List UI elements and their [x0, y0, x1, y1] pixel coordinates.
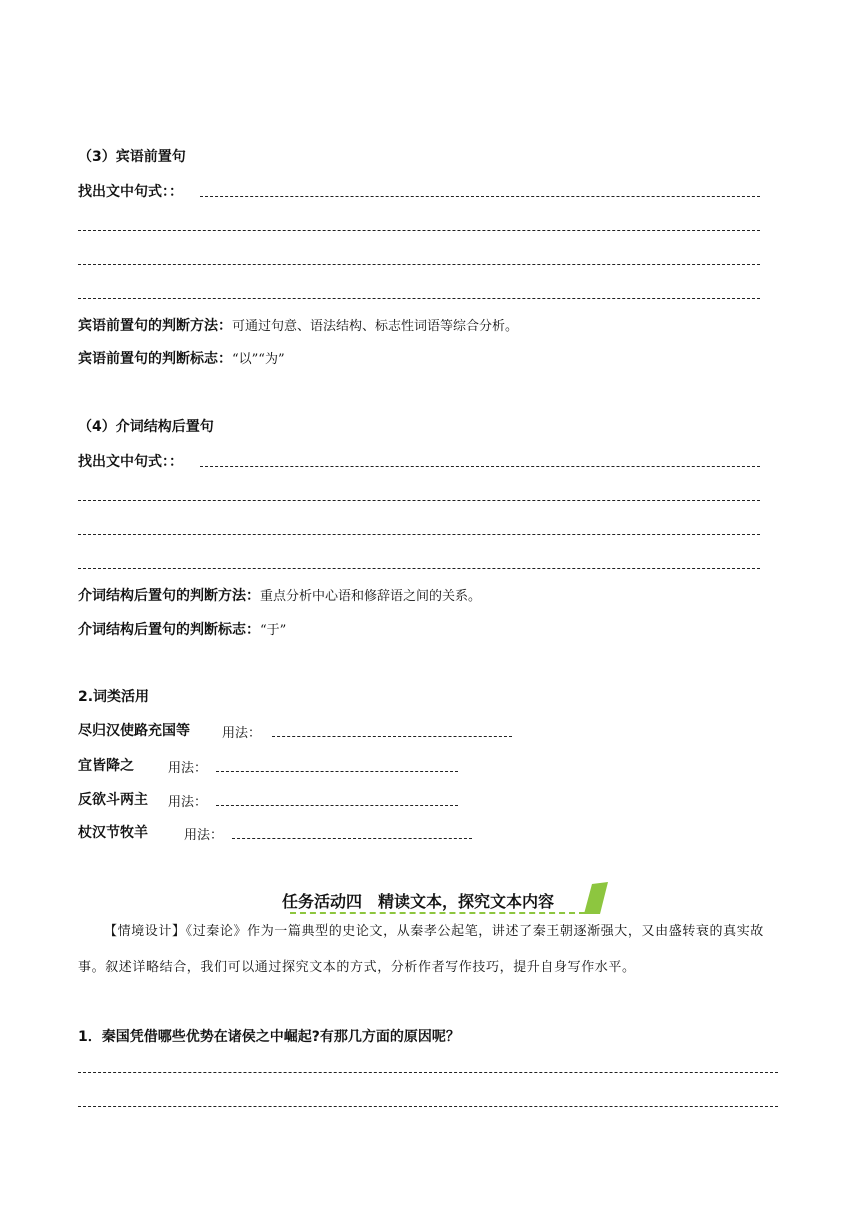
question-1: 1．秦国凭借哪些优势在诸侯之中崛起?有那几方面的原因呢？	[78, 1029, 460, 1045]
phrase-item: 尽归汉使路充国等	[78, 723, 190, 739]
marker-text: “于”	[260, 623, 287, 638]
phrase-item: 杖汉节牧羊	[78, 825, 148, 841]
method-row	[78, 585, 481, 605]
phrase-item: 宜皆降之	[78, 758, 134, 774]
answer-line[interactable]	[78, 1072, 778, 1073]
find-sentence-label: 找出文中句式：：	[78, 184, 183, 200]
answer-line[interactable]	[200, 196, 760, 197]
answer-line[interactable]	[78, 500, 760, 501]
usage-answer-line[interactable]	[216, 805, 458, 806]
marker-text: “以”“为”	[232, 352, 285, 367]
intro-text: 《过秦论》作为一篇典型的史论文，从秦孝公起笔，讲述了秦王朝逐渐强大，又由盛转衰的真实故事。叙述详略结合，我们可以通过探究文本的方式，分析作者写作技巧，提升自身写作水平。	[78, 924, 764, 975]
phrase-item: 反欲斗两主	[78, 792, 148, 808]
marker-row	[78, 619, 286, 639]
method-label: 宾语前置句的判断方法：	[78, 318, 232, 334]
intro-label: 【情境设计】	[104, 924, 186, 939]
answer-line[interactable]	[200, 466, 760, 467]
answer-line[interactable]	[78, 264, 760, 265]
marker-label: 宾语前置句的判断标志：	[78, 351, 232, 367]
find-sentence-label: 找出文中句式：：	[78, 454, 183, 470]
answer-line[interactable]	[78, 534, 760, 535]
usage-label: 用法：	[184, 828, 224, 843]
answer-line[interactable]	[78, 298, 760, 299]
answer-line[interactable]	[78, 230, 760, 231]
usage-answer-line[interactable]	[216, 771, 458, 772]
section-heading-prepositional-postposing: （4）介词结构后置句	[78, 419, 214, 435]
method-label: 介词结构后置句的判断方法：	[78, 588, 260, 604]
method-row	[78, 315, 518, 335]
usage-answer-line[interactable]	[232, 838, 472, 839]
intro-paragraph	[78, 914, 768, 986]
method-text: 可通过句意、语法结构、标志性词语等综合分析。	[232, 319, 519, 334]
usage-label: 用法：	[222, 726, 262, 741]
marker-row	[78, 348, 285, 368]
usage-label: 用法：	[168, 761, 208, 776]
section-heading-word-class: 2.词类活用	[78, 689, 150, 705]
answer-line[interactable]	[78, 568, 760, 569]
task-title: 任务活动四 精读文本，探究文本内容	[282, 892, 555, 911]
method-text: 重点分析中心语和修辞语之间的关系。	[260, 589, 482, 604]
usage-label: 用法：	[168, 795, 208, 810]
section-heading-object-preposing: （3）宾语前置句	[78, 149, 186, 165]
usage-answer-line[interactable]	[272, 736, 512, 737]
marker-label: 介词结构后置句的判断标志：	[78, 622, 260, 638]
green-flag-icon	[584, 882, 608, 914]
answer-line[interactable]	[78, 1106, 778, 1107]
